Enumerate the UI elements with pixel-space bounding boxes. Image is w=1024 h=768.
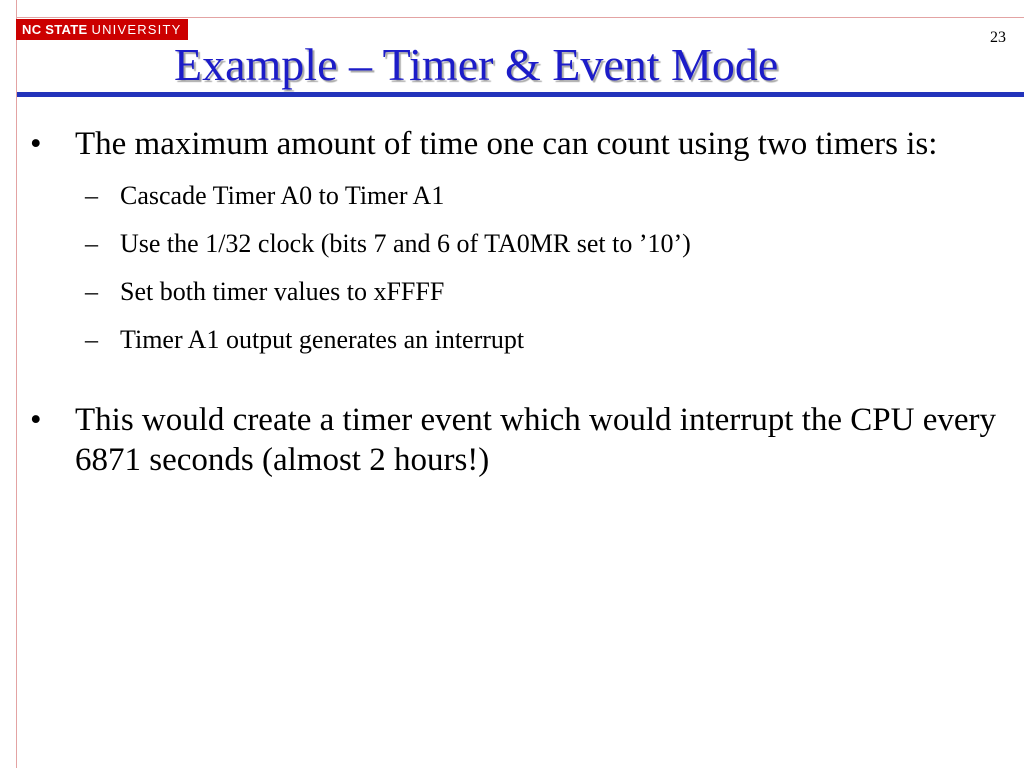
sub-item-clock xyxy=(30,228,1010,260)
sub-item-text: Timer A1 output generates an interrupt xyxy=(120,325,525,354)
sub-item-text: Use the 1/32 clock (bits 7 and 6 of TA0MR set to ’10’) xyxy=(120,229,691,258)
sub-marker: – xyxy=(85,325,98,354)
bullet-item-timer-event xyxy=(30,400,1010,480)
bullet-marker: • xyxy=(30,402,42,438)
logo-bold-text: NC STATE xyxy=(22,22,88,37)
slide-title: Example – Timer & Event Mode xyxy=(174,39,779,90)
sub-marker: – xyxy=(85,229,98,258)
top-frame-rule xyxy=(16,17,1024,18)
sub-marker: – xyxy=(85,277,98,306)
bullet-marker: • xyxy=(30,126,42,162)
sub-item-text: Cascade Timer A0 to Timer A1 xyxy=(120,181,445,210)
page-number: 23 xyxy=(990,29,1006,46)
sub-item-interrupt xyxy=(30,324,1010,356)
logo-light-text: UNIVERSITY xyxy=(91,22,182,37)
sub-item-timer-values xyxy=(30,276,1010,308)
bullet-item-max-time xyxy=(30,124,1010,164)
bullet-text: This would create a timer event which would interrupt the CPU every 6871 seconds (almost 2 hours!) xyxy=(75,402,996,478)
nc-state-logo xyxy=(16,19,188,40)
sub-marker: – xyxy=(85,181,98,210)
slide-content xyxy=(30,124,1010,480)
left-frame-rule xyxy=(16,0,17,768)
bullet-text: The maximum amount of time one can count using two timers is: xyxy=(75,126,938,162)
sub-item-cascade xyxy=(30,180,1010,212)
title-underline-rule xyxy=(17,92,1024,97)
sub-item-text: Set both timer values to xFFFF xyxy=(120,277,445,306)
